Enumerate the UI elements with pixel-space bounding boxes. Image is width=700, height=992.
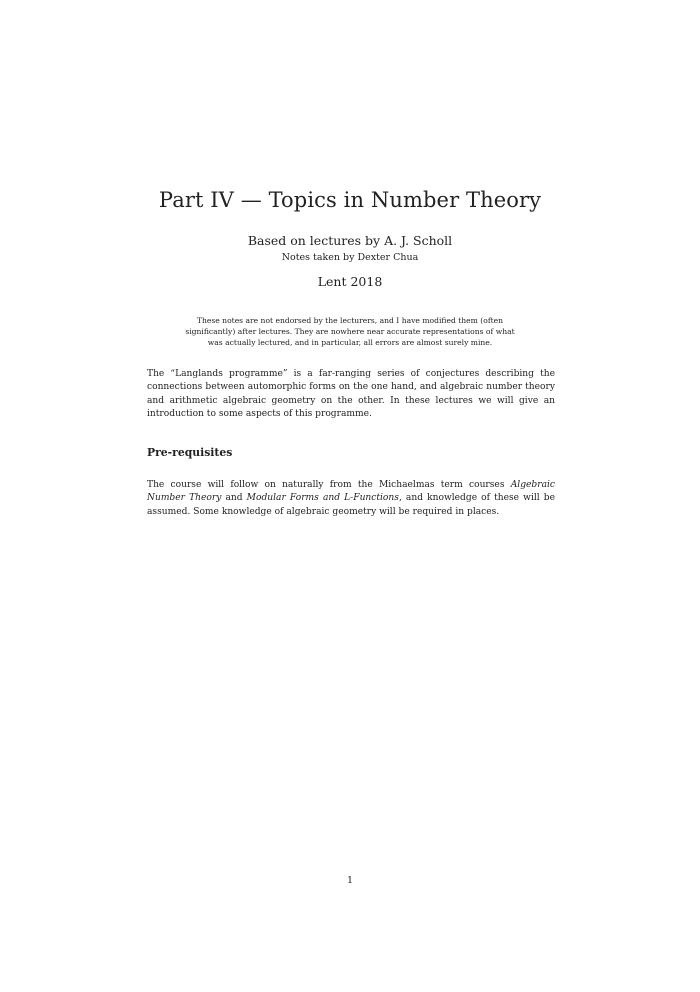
prereq-text-before: The course will follow on naturally from the Michaelmas term courses bbox=[147, 480, 511, 490]
term-label: Lent 2018 bbox=[317, 274, 383, 289]
page-number: 1 bbox=[346, 875, 354, 886]
lecturer-line: Based on lectures by A. J. Scholl bbox=[247, 233, 453, 248]
prerequisites-heading: Pre-requisites bbox=[147, 446, 233, 459]
disclaimer-paragraph: These notes are not endorsed by the lecturers, and I have modified them (often significantly) after lectures. They are nowhere near accurate representations of what was actually lectured, and in particular, all errors are almost surely mine. bbox=[185, 316, 515, 347]
course-modular-forms: Modular Forms and L-Functions bbox=[246, 493, 399, 504]
abstract-paragraph: The “Langlands programme” is a far-ranging series of conjectures describing the connections between automorphic forms on the one hand, and algebraic number theory and arithmetic algebraic geometry on the other. In these lectures we will give an introduction to some aspects of this programme. bbox=[147, 369, 555, 419]
notes-author: Notes taken by Dexter Chua bbox=[281, 252, 419, 263]
prereq-text-after: , and knowledge of these will be assumed. Some knowledge of algebraic geometry will be required in places. bbox=[147, 493, 555, 517]
course-algebraic-number-theory: Algebraic Number Theory bbox=[147, 480, 555, 504]
prereq-text-and: and bbox=[221, 493, 247, 504]
document-title: Part IV — Topics in Number Theory bbox=[158, 188, 542, 212]
prerequisites-paragraph bbox=[147, 479, 555, 519]
